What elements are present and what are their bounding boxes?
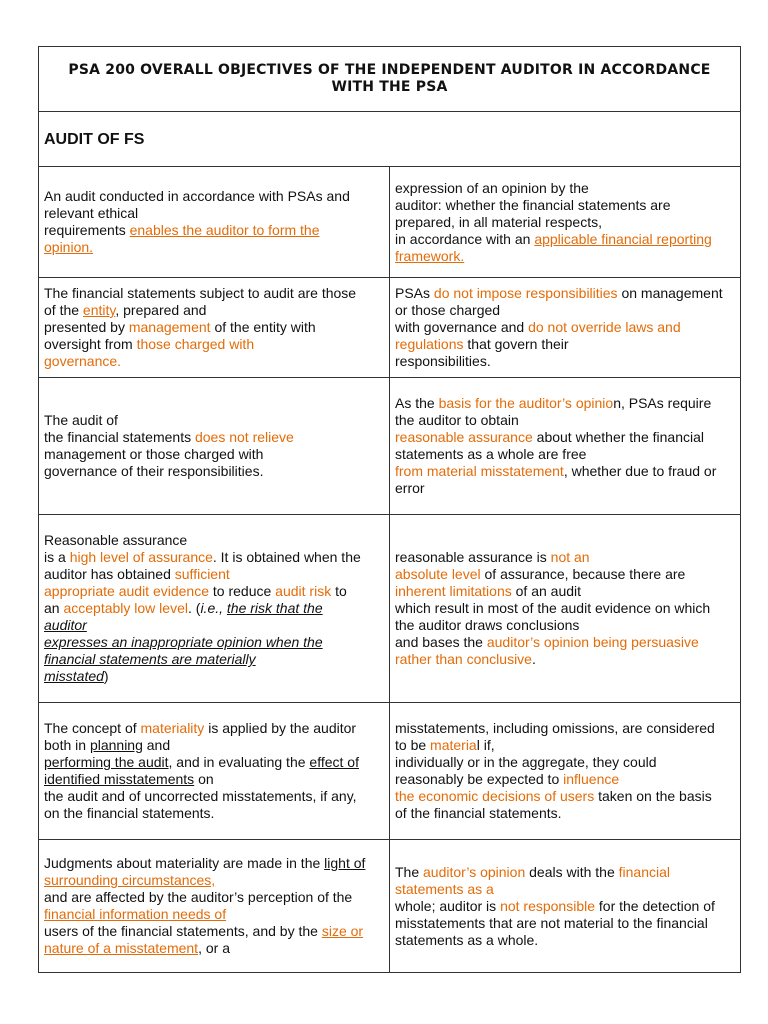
cell-text xyxy=(395,395,735,497)
text-run: for the detection of misstatements that are not material to the financial statements as a whole. xyxy=(395,897,715,948)
text-run: effect of identified misstatements xyxy=(44,754,359,787)
table-row xyxy=(39,378,741,515)
text-run: , and in evaluating the xyxy=(168,754,310,770)
highlighted-text: basis for the auditor’s opinio xyxy=(438,395,614,411)
highlighted-text: financial information needs of xyxy=(44,906,227,922)
highlighted-text: reasonable assurance xyxy=(395,429,533,445)
text-run: whole; auditor is xyxy=(395,897,497,914)
right-cell xyxy=(390,840,741,973)
text-run: PSAs xyxy=(395,285,434,301)
section-heading: AUDIT OF FS xyxy=(39,112,741,167)
right-cell xyxy=(390,167,741,278)
text-run: The xyxy=(395,863,424,880)
highlighted-text: from material misstatement xyxy=(395,463,564,479)
cell-text xyxy=(395,864,735,949)
cell-text xyxy=(395,180,735,265)
highlighted-text: financial statements as a xyxy=(395,863,671,897)
highlighted-text: not an absolute level xyxy=(395,549,590,582)
highlighted-text: entity xyxy=(82,302,116,318)
text-run: is applied by the auditor both in xyxy=(44,720,357,753)
text-run: As the xyxy=(395,395,439,411)
text-run: l if, individually or in the aggregate, they could reasonably be expected to xyxy=(395,737,657,787)
cell-text xyxy=(44,855,384,957)
right-cell xyxy=(390,703,741,840)
table-row xyxy=(39,167,741,278)
text-run: misstatements, including omissions, are considered to be xyxy=(395,720,715,753)
highlighted-text: materia xyxy=(430,737,477,753)
text-run: . ( xyxy=(187,600,201,616)
text-run: on the audit and of uncorrected misstatements, if any, on the financial statements. xyxy=(44,771,357,821)
objectives-table xyxy=(38,46,741,973)
highlighted-text: management xyxy=(128,319,211,335)
text-run: . xyxy=(531,651,536,667)
cell-text xyxy=(44,188,384,256)
text-run: , whether due to fraud or error xyxy=(395,463,717,496)
text-run: and xyxy=(146,737,171,753)
text-run: about whether the financial statements as a whole are free xyxy=(395,429,704,462)
highlighted-text: enables the auditor to form the opinion. xyxy=(44,222,320,255)
text-run: , or a xyxy=(198,940,230,956)
table-row xyxy=(39,515,741,703)
highlighted-text: size or nature of a misstatement xyxy=(44,923,364,956)
text-run: taken on the basis of the financial statements. xyxy=(395,788,712,821)
highlighted-text: do not override laws and regulations xyxy=(395,319,681,352)
left-cell xyxy=(39,278,390,378)
text-run: on management or those charged with governance and xyxy=(395,285,723,335)
text-run: management or those charged with governance of their responsibilities. xyxy=(44,446,264,479)
cell-text xyxy=(395,549,735,668)
text-run: n, PSAs require the auditor to obtain xyxy=(395,395,712,428)
left-cell xyxy=(39,840,390,973)
highlighted-text: inherent limitations xyxy=(395,583,512,599)
cell-text xyxy=(44,285,384,370)
text-run: The financial statements subject to audit are those of the xyxy=(44,285,357,318)
document-page xyxy=(38,46,741,973)
cell-text xyxy=(44,412,384,480)
text-run: i.e., xyxy=(200,600,224,616)
text-run: ) xyxy=(103,668,109,684)
text-run: The concept of xyxy=(44,720,141,736)
text-run: the risk that the auditor expresses an inappropriate opinion when the financial statements are materially misstated xyxy=(44,600,323,684)
highlighted-text: auditor’s opinion xyxy=(423,863,526,880)
highlighted-text: surrounding circumstances, xyxy=(44,872,216,888)
text-run: Judgments about materiality are made in the xyxy=(44,855,325,871)
text-run: An audit conducted in accordance with PSAs and relevant ethical requirements xyxy=(44,188,350,238)
text-run: planning xyxy=(89,737,143,753)
highlighted-text: do not impose responsibilities xyxy=(433,285,618,301)
text-run: performing the audit xyxy=(44,754,169,770)
left-cell xyxy=(39,515,390,703)
right-cell xyxy=(390,515,741,703)
text-run: users of the financial statements, and by the xyxy=(44,923,318,939)
cell-text xyxy=(395,285,735,370)
highlighted-text: influence the economic decisions of users xyxy=(395,771,620,804)
left-cell xyxy=(39,167,390,278)
text-run: light of xyxy=(324,855,366,871)
text-run: , prepared and presented by xyxy=(44,302,207,335)
highlighted-text: sufficient appropriate audit evidence xyxy=(44,566,230,599)
text-run: Reasonable assurance is a xyxy=(44,532,188,565)
cell-text xyxy=(395,720,735,822)
highlighted-text: auditor’s opinion being persuasive rather than conclusive xyxy=(395,634,699,667)
right-cell xyxy=(390,278,741,378)
text-run: deals with the xyxy=(525,863,619,880)
table-row xyxy=(39,278,741,378)
highlighted-text: acceptably low level xyxy=(63,600,188,616)
right-cell xyxy=(390,378,741,515)
text-run: to reduce xyxy=(209,583,276,599)
highlighted-text: those charged with governance. xyxy=(44,336,255,369)
text-run: of the entity with oversight from xyxy=(44,319,316,352)
page-title: PSA 200 OVERALL OBJECTIVES OF THE INDEPENDENT AUDITOR IN ACCORDANCE WITH THE PSA xyxy=(39,47,741,112)
text-run: of an audit which result in most of the audit evidence on which the auditor draws conclusions and bases the xyxy=(395,583,711,650)
text-run: and are affected by the auditor’s perception of the xyxy=(44,889,353,905)
text-run: of assurance, because there are xyxy=(484,566,686,582)
highlighted-text: materiality xyxy=(140,720,205,736)
left-cell xyxy=(39,378,390,515)
highlighted-text: applicable financial reporting framework. xyxy=(395,230,712,264)
text-run: expression of an opinion by the auditor: whether the financial statements are prepared, in all material respects, in accordance with an xyxy=(395,179,671,247)
cell-text xyxy=(44,532,384,685)
highlighted-text: not responsible xyxy=(500,897,596,914)
highlighted-text: does not relieve xyxy=(194,429,294,445)
left-cell xyxy=(39,703,390,840)
highlighted-text: audit risk xyxy=(275,583,332,599)
text-run: . It is obtained when the auditor has obtained xyxy=(44,549,361,582)
text-run: reasonable assurance is xyxy=(395,549,551,565)
table-row xyxy=(39,703,741,840)
text-run: The audit of the financial statements xyxy=(44,412,192,445)
text-run: to an xyxy=(44,583,347,616)
text-run: that govern their responsibilities. xyxy=(395,336,569,369)
highlighted-text: high level of assurance xyxy=(69,549,213,565)
table-row xyxy=(39,840,741,973)
cell-text xyxy=(44,720,384,822)
